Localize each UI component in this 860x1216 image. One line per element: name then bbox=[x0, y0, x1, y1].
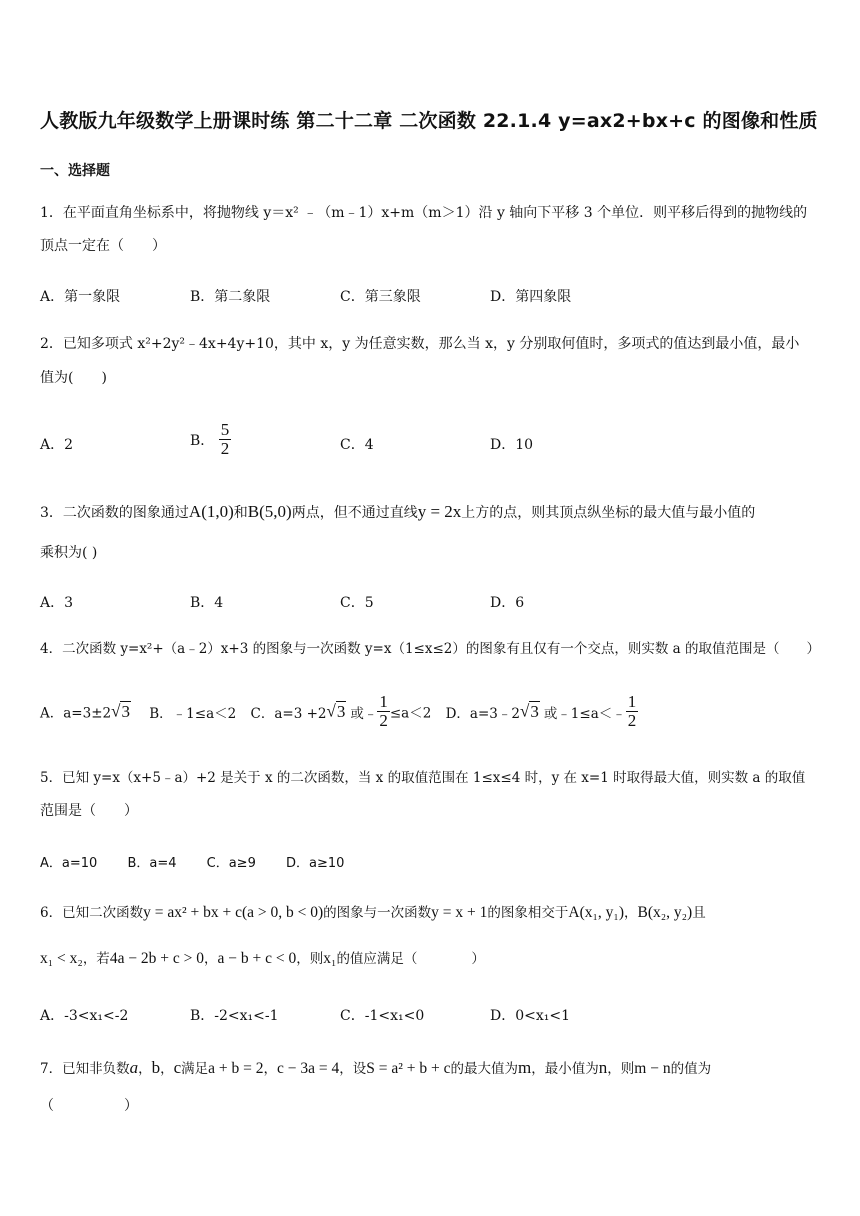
q3-mid: 两点，但不通过直线 bbox=[291, 505, 418, 521]
q2-option-d: D．10 bbox=[490, 437, 534, 453]
question-5-line-1: 5．已知 y=x（x+5﹣a）+2 是关于 x 的二次函数，当 x 的取值范围在 1≤x≤4 时，y 在 x=1 时取得最大值，则实数 a 的取值 bbox=[40, 770, 806, 786]
q4-option-d: D．a=3﹣2 bbox=[445, 705, 520, 722]
q5-option-c: C．a≥9 bbox=[206, 856, 256, 871]
question-4-line-1: 4．二次函数 y=x²+（a﹣2）x+3 的图象与一次函数 y=x（1≤x≤2）的图象有且仅有一个交点，则实数 a 的取值范围是（ ） bbox=[40, 641, 820, 657]
condition-inequality-2: a − b + c < 0 bbox=[217, 950, 297, 967]
variable-m: m bbox=[518, 1058, 532, 1077]
q6-tail: 的值应满足（ ） bbox=[336, 951, 485, 967]
equation-c-minus-3a: c − 3a = 4 bbox=[277, 1060, 340, 1077]
q6-intro: 6．已知二次函数 bbox=[40, 905, 144, 921]
q7-satisfy: 满足 bbox=[181, 1061, 209, 1077]
q1-option-c: C．第三象限 bbox=[340, 289, 421, 305]
question-7-line-2: （ ） bbox=[40, 1098, 138, 1114]
q7-comma: ， bbox=[138, 1061, 152, 1077]
q6-ze: ，则 bbox=[296, 951, 324, 967]
condition-x1-lt-x2: x₁ < x₂ bbox=[40, 950, 83, 967]
point-a: A(x₁, y₁) bbox=[568, 904, 624, 921]
variable-n: n bbox=[598, 1058, 608, 1077]
variable-a: a bbox=[129, 1058, 139, 1077]
q5-option-b: B．a=4 bbox=[127, 856, 177, 871]
q7-intro: 7．已知非负数 bbox=[40, 1061, 130, 1077]
q3-option-c: C．5 bbox=[340, 595, 374, 611]
q6-and: 且 bbox=[692, 905, 706, 921]
question-2-line-2: 值为( ) bbox=[40, 370, 107, 386]
question-3-line-2: 乘积为( ) bbox=[40, 545, 98, 561]
question-2-line-1: 2．已知多项式 x²+2y²﹣4x+4y+10，其中 x，y 为任意实数，那么当 x，y 分别取何值时，多项式的值达到最小值，最小 bbox=[40, 336, 800, 352]
equation-s: S = a² + b + c bbox=[366, 1060, 451, 1077]
q1-option-a: A．第一象限 bbox=[40, 289, 121, 305]
condition-inequality-1: 4a − 2b + c > 0 bbox=[109, 950, 205, 967]
q7-comma: ， bbox=[263, 1061, 278, 1077]
point-b: B(5,0) bbox=[247, 502, 292, 521]
section-heading: 一、选择题 bbox=[40, 163, 110, 179]
q5-option-a: A．a=10 bbox=[40, 856, 98, 871]
line-equation: y = 2x bbox=[417, 502, 462, 521]
equation-a-plus-b: a + b = 2 bbox=[208, 1060, 264, 1077]
q6-mid2: 的图象相交于 bbox=[487, 905, 569, 921]
point-a: A(1,0) bbox=[188, 502, 234, 521]
q6-option-d: D．0<x₁<1 bbox=[490, 1008, 571, 1024]
q2-option-b bbox=[190, 421, 231, 458]
q6-comma: ， bbox=[623, 905, 638, 921]
q4-option-c-or: 或﹣ bbox=[350, 705, 378, 722]
q3-option-a: A．3 bbox=[40, 595, 74, 611]
q6-comma2: ， bbox=[204, 951, 218, 967]
variable-c: c bbox=[173, 1058, 182, 1077]
q5-option-d: D．a≥10 bbox=[286, 856, 345, 871]
q3-tail: 上方的点，则其顶点纵坐标的最大值与最小值的 bbox=[461, 505, 756, 521]
sqrt-three: √3 bbox=[111, 701, 130, 721]
question-1-line-1: 1．在平面直角坐标系中，将抛物线 y＝x² ﹣（m﹣1）x+m（m＞1）沿 y 轴向下平移 3 个单位．则平移后得到的抛物线的 bbox=[40, 205, 808, 221]
q3-intro: 3．二次函数的图象通过 bbox=[40, 505, 189, 521]
q6-option-b: B．-2<x₁<-1 bbox=[190, 1008, 279, 1024]
q4-option-c-tail: ≤a＜2 bbox=[389, 705, 432, 722]
quadratic-equation: y = ax² + bx + c(a > 0, b < 0) bbox=[143, 904, 324, 921]
q7-max: 的最大值为 bbox=[450, 1061, 519, 1077]
question-6-line-1 bbox=[40, 903, 706, 923]
q7-set: ，设 bbox=[339, 1061, 367, 1077]
question-7-line-1 bbox=[40, 1058, 711, 1079]
question-1-line-2: 顶点一定在（ ） bbox=[40, 238, 166, 254]
q4-option-b: B．﹣1≤a＜2 bbox=[149, 705, 237, 722]
page-title: 人教版九年级数学上册课时练 第二十二章 二次函数 22.1.4 y=ax2+bx+c 的图像和性质 bbox=[40, 110, 818, 132]
sqrt-three: √3 bbox=[519, 701, 539, 721]
variable-x1: x₁ bbox=[323, 950, 337, 967]
fraction-numerator: 5 bbox=[220, 420, 230, 439]
point-b: B(x₂, y₂) bbox=[637, 904, 693, 921]
fraction-five-halves bbox=[219, 421, 232, 458]
question-6-line-2 bbox=[40, 949, 485, 969]
q4-option-a: A．a=3±2 bbox=[40, 705, 112, 722]
fraction-one-half: $\frac{1}{2}$ bbox=[627, 692, 637, 730]
fraction-one-half: $\frac{1}{2}$ bbox=[379, 692, 388, 730]
sqrt-three: √3 bbox=[326, 701, 346, 721]
q6-ruo: ，若 bbox=[82, 951, 110, 967]
question-3-line-1 bbox=[40, 502, 755, 523]
variable-b: b bbox=[151, 1058, 161, 1077]
q6-option-c: C．-1<x₁<0 bbox=[340, 1008, 425, 1024]
q4-option-d-or: 或﹣1≤a＜﹣ bbox=[543, 705, 626, 722]
q1-option-b: B．第二象限 bbox=[190, 289, 271, 305]
q2-option-c: C．4 bbox=[340, 437, 374, 453]
q7-tail: 的值为 bbox=[670, 1061, 712, 1077]
q5-options bbox=[40, 852, 344, 871]
q4-option-c: C．a=3 +2 bbox=[250, 705, 327, 722]
q6-mid: 的图象与一次函数 bbox=[323, 905, 432, 921]
q3-option-b: B．4 bbox=[190, 595, 224, 611]
q4-options bbox=[40, 693, 638, 730]
q3-and: 和 bbox=[233, 505, 248, 521]
q7-comma: ， bbox=[160, 1061, 174, 1077]
q6-option-a: A．-3<x₁<-2 bbox=[40, 1008, 129, 1024]
q2-option-a: A．2 bbox=[40, 437, 74, 453]
fraction-denominator: 2 bbox=[220, 439, 230, 458]
expression-m-minus-n: m − n bbox=[634, 1060, 671, 1077]
question-5-line-2: 范围是（ ） bbox=[40, 803, 138, 819]
linear-equation: y = x + 1 bbox=[431, 904, 488, 921]
q2-option-b-label: B． bbox=[190, 432, 215, 449]
q7-ze: ，则 bbox=[607, 1061, 635, 1077]
q3-option-d: D．6 bbox=[490, 595, 525, 611]
q1-option-d: D．第四象限 bbox=[490, 289, 572, 305]
q7-min: ，最小值为 bbox=[531, 1061, 599, 1077]
